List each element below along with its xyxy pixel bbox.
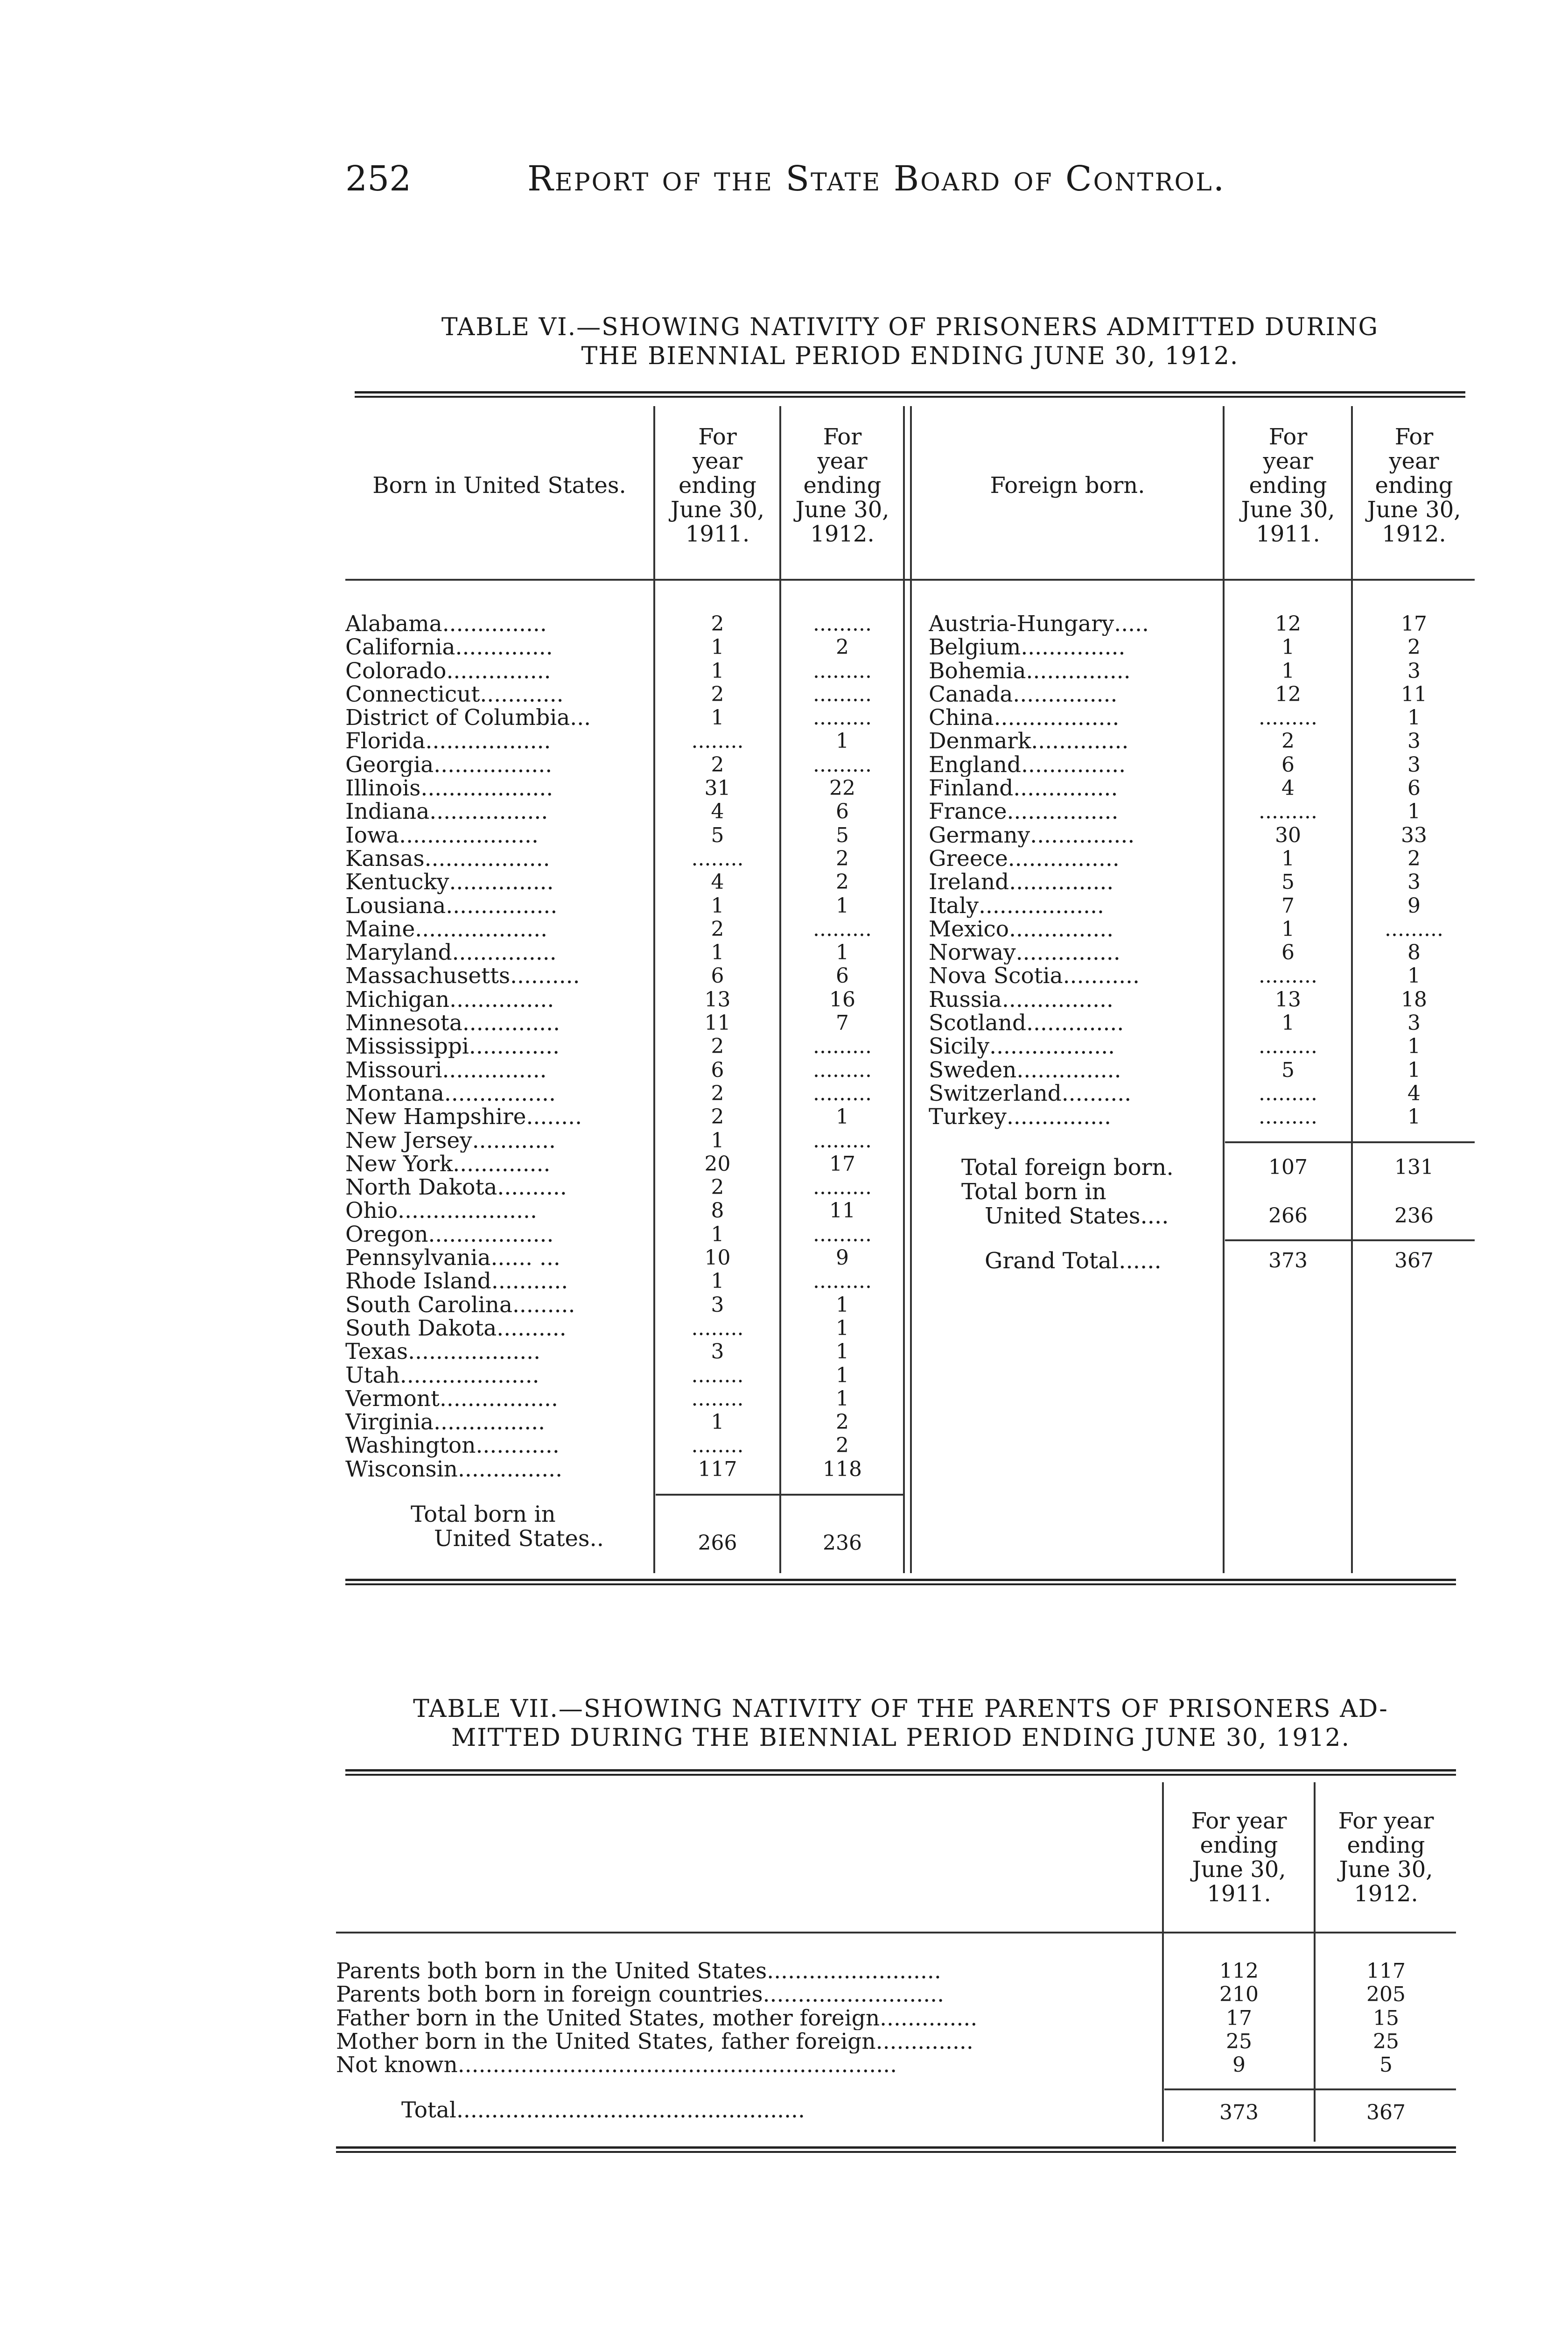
us-total-label: Total born in United States.. [411, 1501, 604, 1552]
table-row: Ireland ............... [929, 871, 1114, 894]
table-row: Colorado ............... [345, 659, 551, 683]
table-row: Alabama ............... [345, 612, 547, 636]
table-row: Texas ................... [345, 1340, 541, 1364]
total-us-1912: 236 [1394, 1204, 1434, 1228]
table7-caption-line1: TABLE VII.—SHOWING NATIVITY OF THE PARENTS OF PRISONERS AD- [413, 1695, 1388, 1723]
table-row: Germany ............... [929, 823, 1135, 847]
table-row: Washington ............ [345, 1434, 560, 1458]
t7-vline-1 [1162, 1782, 1164, 2142]
table-row: Vermont ................. [345, 1387, 558, 1411]
table-row: Oregon .................. [345, 1223, 554, 1247]
table-row: Minnesota .............. [345, 1012, 560, 1035]
table-row: Maryland ............... [345, 941, 557, 965]
foreign-col-1911-header: For year ending June 30, 1911. [1241, 424, 1335, 547]
t7-total-1911: 373 [1219, 2101, 1259, 2124]
table-row: New Jersey ............ [345, 1129, 556, 1153]
t6-vline-5 [1223, 406, 1225, 1573]
foreign-1912-values: 17 2 3 11 1 3 3 6 1 33 2 3 9 ......... 8 1 18 3 1 1 4 1 [1385, 612, 1443, 1129]
foreign-col-1912-header: For year ending June 30, 1912. [1367, 424, 1461, 547]
table-row: South Carolina ......... [345, 1293, 575, 1317]
table-row: Mexico ............... [929, 917, 1114, 942]
table-row: Greece ................ [929, 847, 1120, 871]
table-row: Utah .................... [345, 1364, 539, 1387]
table7-caption-line2: MITTED DURING THE BIENNIAL PERIOD ENDING JUNE 30, 1912. [451, 1724, 1350, 1752]
table-row: Pennsylvania ...... ... [345, 1246, 560, 1270]
running-head [345, 159, 1372, 215]
t7-total-rule [1164, 2088, 1456, 2090]
table-row: Massachusetts .......... [345, 964, 580, 988]
table-row: England ............... [929, 753, 1126, 777]
t7-1912-values: 117 205 15 25 5 [1366, 1960, 1406, 2077]
t6-vline-3 [903, 406, 905, 1573]
table-row: Not known ............................................................... [336, 2053, 897, 2077]
total-foreign-1911: 107 [1268, 1155, 1308, 1179]
table-row: Missouri ............... [345, 1058, 547, 1082]
table-row: Michigan ............... [345, 988, 554, 1012]
table-row: Sicily .................. [929, 1035, 1115, 1059]
total-foreign-1912: 131 [1394, 1155, 1434, 1179]
table-row: Mississippi ............. [345, 1035, 560, 1059]
table-row: Mother born in the United States, father foreign .............. [336, 2030, 973, 2054]
table-row: Iowa .................... [345, 823, 539, 847]
table-row: Italy .................. [929, 894, 1104, 918]
table-row: Kansas .................. [345, 847, 550, 871]
foreign-total-rule [1225, 1141, 1475, 1143]
table-row: Finland ............... [929, 777, 1118, 801]
table-row: Georgia ................. [345, 753, 553, 777]
table-row: Virginia ................ [345, 1411, 546, 1434]
table-row: Scotland .............. [929, 1012, 1124, 1035]
table-row: District of Columbia ... [345, 706, 591, 730]
table-row: China .................. [929, 706, 1120, 730]
t7-total-label: Total [401, 2099, 456, 2123]
table-row: Indiana ................. [345, 800, 548, 824]
table7-caption [336, 1694, 1465, 1752]
table7-top-rule [345, 1769, 1456, 1776]
table-row: Connecticut ............ [345, 682, 564, 707]
us-header: Born in United States. [372, 472, 626, 499]
table-row: Florida .................. [345, 730, 551, 753]
table-row: Wisconsin ............... [345, 1457, 563, 1481]
table-row: Montana ................ [345, 1082, 556, 1106]
us-col-1912-header: For year ending June 30, 1912. [795, 424, 889, 547]
us-1912-values: ......... 2 ......... ......... ......... 1 ......... 22 6 5 2 2 1 ......... 1 6 16 7 ......... ......... ......... 1 ......... 17 ......... 11 ......... 9 ......... 1 1 1 1 1 2 2 118 [813, 612, 872, 1481]
table-row: Lousiana ................ [345, 894, 558, 918]
t6-vline-1 [653, 406, 655, 1573]
table-row: North Dakota .......... [345, 1176, 567, 1200]
foreign-labels [929, 612, 1220, 1129]
table-row: Kentucky ............... [345, 871, 554, 894]
us-1911-values: 2 1 1 2 1 ........ 2 31 4 5 ........ 4 1 2 1 6 13 11 2 6 2 2 1 20 2 8 1 10 1 3 ........ 3 ........ ........ 1 ........ 117 [691, 612, 744, 1481]
t6-vline-6 [1351, 406, 1353, 1573]
total-foreign-label: Total foreign born. [961, 1154, 1174, 1181]
us-total-1911: 266 [698, 1531, 737, 1555]
table-row: California .............. [345, 636, 553, 660]
table-row: Bohemia ............... [929, 659, 1131, 683]
table-row: Austria-Hungary ..... [929, 612, 1149, 636]
table6-caption [345, 313, 1475, 371]
foreign-1911-values: 12 1 1 12 ......... 2 6 4 ......... 30 1 5 7 1 6 ......... 13 1 ......... 5 ......... ......... [1259, 612, 1317, 1129]
table-row: New York .............. [345, 1152, 551, 1176]
total-us-label: Total born in United States.... [961, 1179, 1169, 1229]
table6-bottom-rule [345, 1579, 1456, 1585]
t7-total-1912: 367 [1366, 2101, 1406, 2124]
table-row: Norway ............... [929, 941, 1120, 965]
grand-total-rule [1225, 1239, 1475, 1241]
table6-caption-line2: THE BIENNIAL PERIOD ENDING JUNE 30, 1912. [581, 342, 1239, 370]
table-row: South Dakota .......... [345, 1316, 567, 1341]
table-row: Nova Scotia ........... [929, 964, 1140, 988]
grand-total-1911: 373 [1268, 1249, 1308, 1272]
t7-col-1911-header: For year ending June 30, 1911. [1191, 1808, 1287, 1907]
t7-total-row: Total .................................................. [401, 2099, 805, 2123]
table-row: Parents both born in foreign countries .......................... [336, 1983, 945, 2007]
table-row: Denmark .............. [929, 730, 1129, 753]
us-total-1912: 236 [823, 1531, 862, 1555]
t6-vline-4 [910, 406, 912, 1573]
table-row: Turkey ............... [929, 1105, 1112, 1129]
running-title: Report of the State Board of Control. [527, 159, 1226, 199]
table-row: Illinois ................... [345, 777, 553, 801]
table-row: Father born in the United States, mother foreign .............. [336, 2006, 978, 2030]
table-row: Sweden ............... [929, 1058, 1121, 1082]
table7-bottom-rule [336, 2146, 1456, 2153]
t7-vline-2 [1314, 1782, 1316, 2142]
t7-col-1912-header: For year ending June 30, 1912. [1338, 1808, 1434, 1907]
table7-header-rule [336, 1932, 1456, 1933]
table-row: New Hampshire ........ [345, 1105, 582, 1129]
us-col-1911-header: For year ending June 30, 1911. [670, 424, 765, 547]
table-row: Parents both born in the United States ......................... [336, 1960, 941, 1983]
t7-labels [336, 1960, 1160, 2077]
us-states-labels [345, 612, 651, 1481]
t6-vline-2 [779, 406, 781, 1573]
table6-top-rule [355, 391, 1465, 398]
table-row: Canada ............... [929, 682, 1118, 707]
t7-1911-values: 112 210 17 25 9 [1219, 1960, 1259, 2077]
total-us-1911: 266 [1268, 1204, 1308, 1228]
table-row: France ................ [929, 800, 1119, 824]
table6-caption-line1: TABLE VI.—SHOWING NATIVITY OF PRISONERS ADMITTED DURING [441, 313, 1379, 341]
table-row: Russia ................ [929, 988, 1113, 1012]
table-row: Maine ................... [345, 917, 548, 942]
grand-total-label: Grand Total...... [985, 1248, 1162, 1274]
table-row: Belgium ............... [929, 636, 1126, 660]
table-row: Switzerland .......... [929, 1082, 1132, 1106]
page-number: 252 [345, 159, 412, 199]
table-row: Ohio .................... [345, 1199, 537, 1223]
grand-total-1912: 367 [1394, 1249, 1434, 1272]
us-total-rule [656, 1494, 903, 1496]
foreign-header: Foreign born. [990, 472, 1145, 499]
table-row: Rhode Island ........... [345, 1270, 568, 1294]
